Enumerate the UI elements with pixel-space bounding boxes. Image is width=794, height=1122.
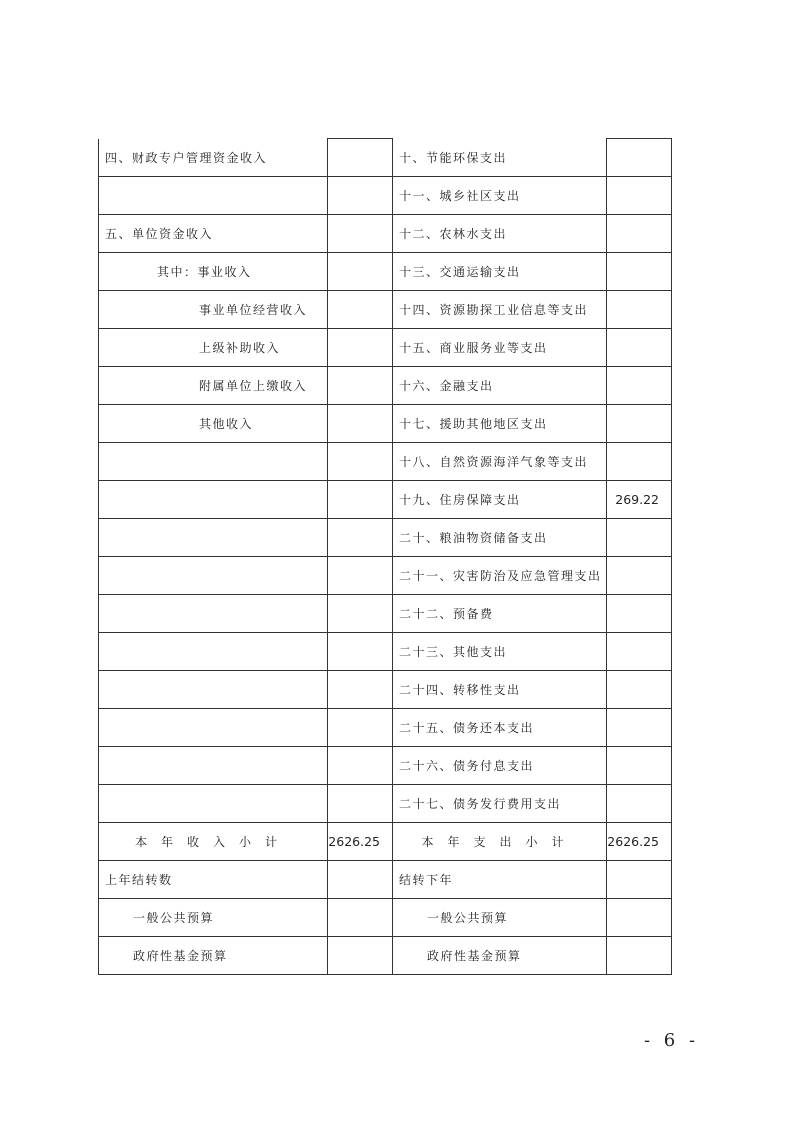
expense-amount — [607, 405, 672, 443]
expense-item: 二十六、债务付息支出 — [393, 747, 607, 785]
budget-table — [98, 138, 672, 975]
table-row — [99, 443, 672, 481]
expense-item: 十五、商业服务业等支出 — [393, 329, 607, 367]
expense-amount — [607, 253, 672, 291]
table-row — [99, 481, 672, 519]
table-row — [99, 557, 672, 595]
expense-item: 十四、资源勘探工业信息等支出 — [393, 291, 607, 329]
income-amount — [328, 861, 393, 899]
expense-amount — [607, 519, 672, 557]
income-amount — [328, 747, 393, 785]
table-row — [99, 405, 672, 443]
income-amount — [328, 481, 393, 519]
expense-amount: 269.22 — [607, 481, 672, 519]
table-row — [99, 671, 672, 709]
subtotal-row — [99, 823, 672, 861]
income-amount — [328, 519, 393, 557]
expense-amount — [607, 785, 672, 823]
expense-amount — [607, 899, 672, 937]
income-item — [99, 709, 328, 747]
expense-amount — [607, 139, 672, 177]
income-item — [99, 557, 328, 595]
expense-item: 二十四、转移性支出 — [393, 671, 607, 709]
table-row — [99, 367, 672, 405]
income-amount — [328, 405, 393, 443]
expense-item: 十七、援助其他地区支出 — [393, 405, 607, 443]
expense-amount — [607, 177, 672, 215]
income-amount — [328, 595, 393, 633]
income-amount — [328, 557, 393, 595]
table-row — [99, 519, 672, 557]
income-amount — [328, 329, 393, 367]
expense-item: 十、节能环保支出 — [393, 139, 607, 177]
page-number: - 6 - — [644, 1030, 700, 1051]
income-item — [99, 671, 328, 709]
income-item: 五、单位资金收入 — [99, 215, 328, 253]
income-amount — [328, 443, 393, 481]
income-item: 一般公共预算 — [99, 899, 328, 937]
table-row — [99, 595, 672, 633]
expense-item: 十八、自然资源海洋气象等支出 — [393, 443, 607, 481]
expense-amount — [607, 709, 672, 747]
income-amount — [328, 671, 393, 709]
income-item — [99, 747, 328, 785]
table-row — [99, 329, 672, 367]
income-amount — [328, 367, 393, 405]
income-item: 政府性基金预算 — [99, 937, 328, 975]
expense-item: 十六、金融支出 — [393, 367, 607, 405]
income-subtotal-label: 本年收入小计 — [99, 823, 328, 861]
income-item — [99, 519, 328, 557]
expense-item: 二十七、债务发行费用支出 — [393, 785, 607, 823]
income-item: 附属单位上缴收入 — [99, 367, 328, 405]
table-row — [99, 291, 672, 329]
income-amount — [328, 177, 393, 215]
expense-item: 结转下年 — [393, 861, 607, 899]
table-row — [99, 215, 672, 253]
expense-item: 政府性基金预算 — [393, 937, 607, 975]
income-amount — [328, 937, 393, 975]
income-item — [99, 481, 328, 519]
table-row — [99, 139, 672, 177]
expense-amount — [607, 861, 672, 899]
table-row — [99, 861, 672, 899]
income-subtotal-amount: 2626.25 — [328, 823, 393, 861]
expense-amount — [607, 747, 672, 785]
table-row — [99, 177, 672, 215]
income-item: 事业单位经营收入 — [99, 291, 328, 329]
table-row — [99, 709, 672, 747]
expense-item: 二十、粮油物资储备支出 — [393, 519, 607, 557]
income-item — [99, 595, 328, 633]
income-item — [99, 633, 328, 671]
expense-amount — [607, 671, 672, 709]
expense-amount — [607, 557, 672, 595]
income-item — [99, 785, 328, 823]
expense-amount — [607, 595, 672, 633]
expense-amount — [607, 443, 672, 481]
expense-amount — [607, 215, 672, 253]
income-item — [99, 443, 328, 481]
income-amount — [328, 139, 393, 177]
table-row — [99, 785, 672, 823]
income-amount — [328, 291, 393, 329]
income-item: 其中：事业收入 — [99, 253, 328, 291]
income-amount — [328, 709, 393, 747]
expense-item: 十九、住房保障支出 — [393, 481, 607, 519]
income-amount — [328, 899, 393, 937]
income-item: 上年结转数 — [99, 861, 328, 899]
table-row — [99, 253, 672, 291]
expense-item: 二十二、预备费 — [393, 595, 607, 633]
expense-amount — [607, 329, 672, 367]
table-row — [99, 747, 672, 785]
expense-item: 二十一、灾害防治及应急管理支出 — [393, 557, 607, 595]
table-row — [99, 937, 672, 975]
expense-item: 十三、交通运输支出 — [393, 253, 607, 291]
expense-amount — [607, 291, 672, 329]
expense-item: 二十三、其他支出 — [393, 633, 607, 671]
expense-subtotal-amount: 2626.25 — [607, 823, 672, 861]
income-item: 其他收入 — [99, 405, 328, 443]
table-row — [99, 899, 672, 937]
income-item: 上级补助收入 — [99, 329, 328, 367]
expense-amount — [607, 633, 672, 671]
expense-item: 十一、城乡社区支出 — [393, 177, 607, 215]
income-amount — [328, 633, 393, 671]
expense-item: 十二、农林水支出 — [393, 215, 607, 253]
expense-subtotal-label: 本年支出小计 — [393, 823, 607, 861]
income-item: 四、财政专户管理资金收入 — [99, 139, 328, 177]
income-amount — [328, 253, 393, 291]
expense-item: 一般公共预算 — [393, 899, 607, 937]
income-amount — [328, 215, 393, 253]
income-amount — [328, 785, 393, 823]
income-item — [99, 177, 328, 215]
expense-amount — [607, 367, 672, 405]
table-row — [99, 633, 672, 671]
expense-item: 二十五、债务还本支出 — [393, 709, 607, 747]
expense-amount — [607, 937, 672, 975]
